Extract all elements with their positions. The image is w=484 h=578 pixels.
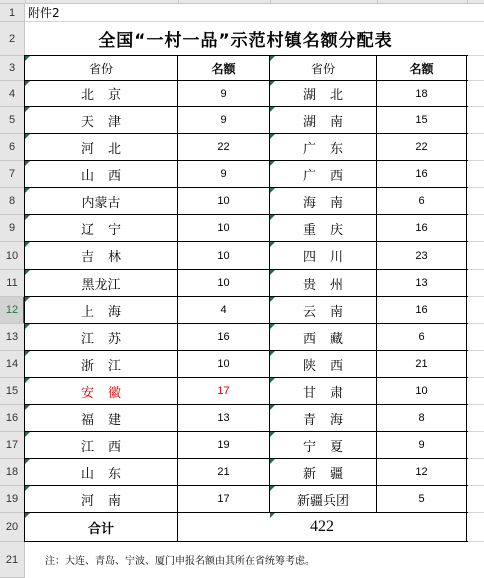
quota-cell[interactable]: 5 [418,493,425,505]
row-header[interactable]: 3 [0,56,25,81]
row-header[interactable]: 4 [0,81,25,107]
error-indicator-icon [25,459,30,464]
sheet-title-cell[interactable]: 全国“一村一品”示范村镇名额分配表 [98,31,393,51]
row-header[interactable]: 14 [0,351,25,378]
error-indicator-icon [270,378,275,383]
error-indicator-icon [270,81,275,86]
quota-cell[interactable]: 9 [220,114,227,126]
error-indicator-icon [25,107,30,112]
total-label-cell[interactable]: 合计 [87,521,114,537]
row-header[interactable]: 1 [0,4,25,22]
province-cell[interactable]: 宁夏 [302,439,357,455]
quota-cell[interactable]: 6 [418,195,425,207]
quota-cell[interactable]: 21 [415,358,428,370]
row-header[interactable]: 6 [0,134,25,161]
province-cell[interactable]: 四川 [302,250,357,265]
row-header[interactable]: 18 [0,459,25,486]
error-indicator-icon [270,459,275,464]
error-indicator-icon [25,324,30,329]
error-indicator-icon [270,405,275,410]
province-cell[interactable]: 北京 [80,88,135,103]
quota-cell[interactable]: 9 [220,168,227,180]
province-cell[interactable]: 贵州 [302,277,357,293]
error-indicator-icon [25,405,30,410]
province-cell[interactable]: 青海 [302,412,357,428]
quota-cell[interactable]: 13 [217,412,230,424]
error-indicator-icon [270,56,275,61]
province-cell[interactable]: 山东 [80,466,135,482]
error-indicator-icon [25,486,30,491]
quota-cell[interactable]: 17 [217,493,230,505]
row-header[interactable]: 19 [0,486,25,513]
province-cell[interactable]: 江西 [80,439,135,455]
province-cell[interactable]: 江苏 [80,331,135,347]
row-header[interactable]: 21 [0,542,25,578]
total-value-cell[interactable]: 422 [310,518,334,535]
quota-cell[interactable]: 17 [217,385,230,397]
quota-cell[interactable]: 10 [217,277,230,289]
province-cell[interactable]: 广东 [302,141,357,157]
row-header[interactable]: 10 [0,242,25,270]
row-header[interactable]: 7 [0,161,25,188]
quota-cell[interactable]: 10 [217,249,230,262]
province-cell[interactable]: 福建 [80,412,135,428]
error-indicator-icon [25,432,30,437]
header-province-left[interactable]: 省份 [88,61,113,76]
quota-cell[interactable]: 16 [415,168,428,180]
province-cell[interactable]: 广西 [302,168,357,184]
quota-cell[interactable]: 23 [415,249,428,262]
quota-cell[interactable]: 8 [418,412,425,424]
error-indicator-icon [270,297,275,302]
province-cell[interactable]: 西藏 [302,331,357,347]
quota-cell[interactable]: 16 [415,222,428,234]
error-indicator-icon [25,56,30,61]
error-indicator-icon [25,378,30,383]
quota-cell[interactable]: 10 [217,358,230,370]
quota-cell[interactable]: 10 [415,385,428,397]
province-cell[interactable]: 新疆兵团 [296,493,349,509]
row-header[interactable]: 2 [0,22,25,56]
quota-cell[interactable]: 6 [418,331,425,343]
error-indicator-icon [270,351,275,356]
quota-cell[interactable]: 9 [418,439,425,451]
row-header[interactable]: 5 [0,107,25,134]
error-indicator-icon [270,107,275,112]
error-indicator-icon [270,270,275,275]
province-cell[interactable]: 内蒙古 [81,195,121,211]
quota-cell[interactable]: 22 [415,141,428,153]
row-header[interactable]: 15 [0,378,25,405]
row-header[interactable]: 16 [0,405,25,432]
error-indicator-icon [25,81,30,86]
header-quota-right[interactable]: 名额 [409,61,434,76]
province-cell[interactable]: 新疆 [302,466,357,482]
row-header[interactable]: 8 [0,188,25,215]
province-cell[interactable]: 河南 [80,493,135,509]
error-indicator-icon [25,351,30,356]
province-cell[interactable]: 云南 [302,304,357,320]
quota-cell[interactable]: 21 [217,466,230,478]
province-cell[interactable]: 陕西 [302,358,357,374]
quota-cell[interactable]: 4 [220,304,227,316]
row-header[interactable]: 17 [0,432,25,459]
province-cell[interactable]: 吉林 [80,250,135,265]
error-indicator-icon [270,242,275,247]
error-indicator-icon [25,215,30,220]
error-indicator-icon [25,188,30,193]
quota-cell[interactable]: 10 [217,195,230,207]
error-indicator-icon [25,297,30,302]
error-indicator-icon [270,432,275,437]
province-cell[interactable]: 河北 [80,141,135,157]
header-province-right[interactable]: 省份 [310,61,335,76]
error-indicator-icon [25,242,30,247]
error-indicator-icon [270,134,275,139]
quota-cell[interactable]: 18 [415,87,428,100]
error-indicator-icon [270,215,275,220]
row-header[interactable]: 20 [0,513,25,542]
quota-cell[interactable]: 13 [415,277,428,289]
error-indicator-icon [25,513,30,518]
province-cell[interactable]: 辽宁 [80,222,135,238]
quota-cell[interactable]: 12 [415,466,428,478]
quota-cell[interactable]: 16 [217,331,230,343]
province-cell[interactable]: 浙江 [80,358,135,374]
quota-cell[interactable]: 19 [217,439,230,451]
error-indicator-icon [270,486,275,491]
row-header[interactable]: 9 [0,215,25,242]
province-cell[interactable]: 海南 [302,195,357,211]
quota-cell[interactable]: 16 [415,304,428,316]
province-cell[interactable]: 湖南 [302,114,357,130]
note-cell[interactable]: 注：大连、青岛、宁波、厦门申报名额由其所在省统筹考虑。 [45,556,315,567]
quota-cell[interactable]: 15 [415,114,428,126]
error-indicator-icon [25,134,30,139]
quota-cell[interactable]: 9 [220,87,227,100]
error-indicator-icon [25,161,30,166]
error-indicator-icon [270,324,275,329]
province-cell[interactable]: 黑龙江 [81,277,121,293]
error-indicator-icon [270,161,275,166]
province-cell[interactable]: 上海 [80,304,135,320]
error-indicator-icon [25,270,30,275]
header-quota-left[interactable]: 名额 [211,61,236,76]
quota-cell[interactable]: 10 [217,222,230,234]
error-indicator-icon [270,513,275,518]
province-cell[interactable]: 山西 [80,168,135,184]
province-cell[interactable]: 湖北 [302,88,357,103]
province-cell[interactable]: 天津 [80,114,135,130]
quota-cell[interactable]: 22 [217,141,230,153]
error-indicator-icon [270,188,275,193]
row-header[interactable]: 11 [0,270,25,297]
province-cell[interactable]: 安徽 [80,385,135,401]
table-border [466,55,467,542]
attachment-label-cell[interactable]: 附件2 [28,6,60,20]
row-header[interactable]: 13 [0,324,25,351]
province-cell[interactable]: 甘肃 [302,385,357,401]
province-cell[interactable]: 重庆 [302,222,357,238]
row-header[interactable]: 12 [0,297,25,324]
